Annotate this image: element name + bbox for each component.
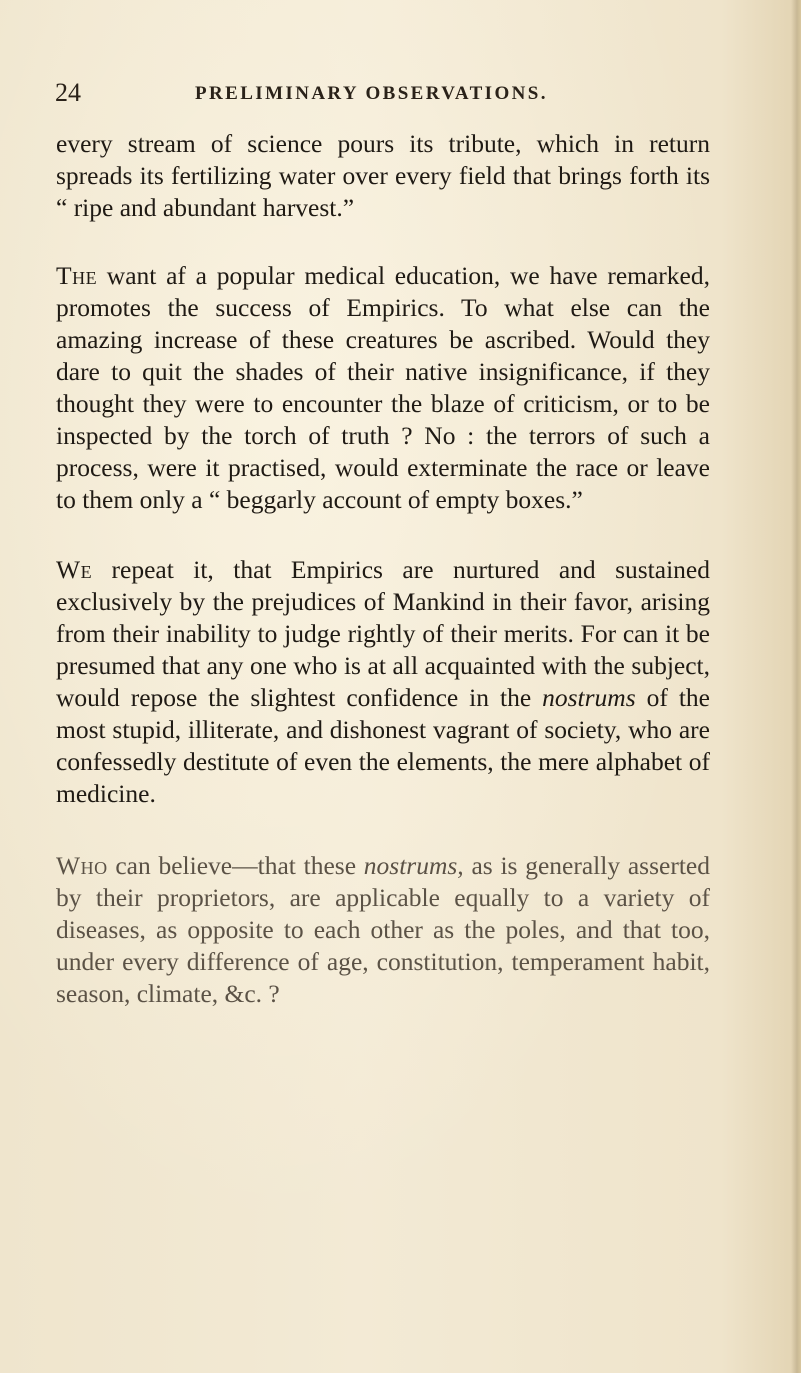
paragraph-2 [56, 260, 710, 516]
paragraph-3-text-after: of the most stupid, illiterate, and dishonest vagrant of society, who are confessedly destitute of even the elements, the mere alphabet of medicine. [56, 683, 710, 808]
paragraph-2-lead: The [56, 261, 98, 290]
running-head: PRELIMINARY OBSERVATIONS. [195, 83, 548, 104]
page-edge-shadow [791, 0, 801, 1373]
page-header [55, 78, 755, 112]
paragraph-4-emphasis: nostrums, [363, 851, 464, 880]
paragraph-3 [56, 554, 710, 810]
paragraph-1-text: every stream of science pours its tribute, which in return spreads its fertilizing water over every field that brings forth its “ ripe and abundant harvest.” [56, 129, 710, 222]
body-text [56, 128, 710, 1048]
paragraph-4 [56, 850, 710, 1010]
paragraph-3-text-before: repeat it, that Empirics are nurtured and sustained exclusively by the prejudices of Mankind in their favor, arising from their inability to judge rightly of their merits. For can it be presumed that any one who is at all acquainted with the subject, would repose the slightest confidence in the [56, 555, 710, 712]
paragraph-1 [56, 128, 710, 224]
paragraph-2-text: want af a popular medical education, we have remarked, promotes the success of Empirics. To what else can the amazing increase of these creatures be ascribed. Would they dare to quit the shades of their native insignificance, if they thought they were to encounter the blaze of criticism, or to be inspected by the torch of truth ? No : the terrors of such a process, were it practised, would exterminate the race or leave to them only a “ beggarly account of empty boxes.” [56, 261, 710, 514]
paragraph-4-text-before: can believe—that these [107, 851, 364, 880]
paragraph-4-text-after: as is generally asserted by their proprietors, are applicable equally to a variety of diseases, as opposite to each other as the poles, and that too, under every difference of age, constitution, temperament habit, season, climate, &c. ? [56, 851, 710, 1008]
paragraph-4-lead: Who [56, 851, 108, 880]
paragraph-3-emphasis: nostrums [542, 683, 636, 712]
paragraph-3-lead: We [56, 555, 93, 584]
page-number: 24 [55, 78, 81, 107]
